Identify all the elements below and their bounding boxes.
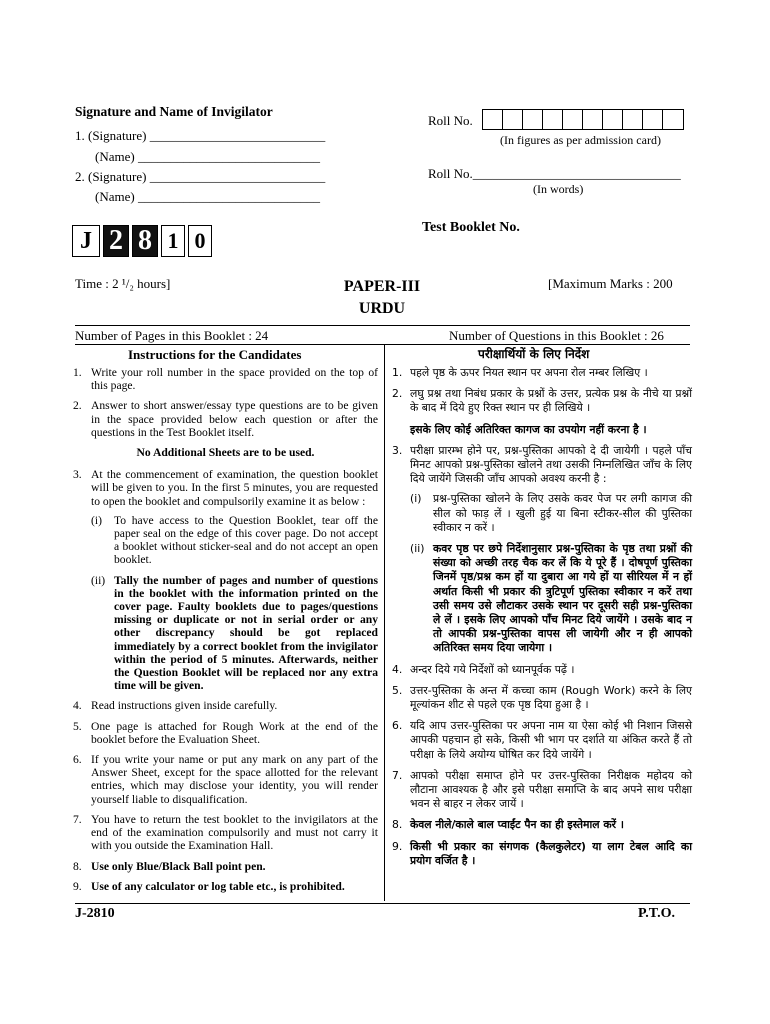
english-item-6: 6. If you write your name or put any mark on any part of the Answer Sheet, except for the space allotted for the relevant entries, which may disclose your identity, you will render yourself liable to disqualification. xyxy=(73,753,378,806)
code-digit-3: 1 xyxy=(161,225,185,257)
invigilator-1-signature: 1. (Signature) ___________________________ xyxy=(75,128,326,143)
maximum-marks: [Maximum Marks : 200 xyxy=(548,276,673,291)
hindi-item-6: 6. यदि आप उत्तर-पुस्तिका पर अपना नाम या ऐसा कोई भी निशान जिससे आपकी पहचान हो सके, किसी भी भाग पर दर्शाते या अंकित करते हैं तो परीक्षा के लिये अयोग्य घोषित कर दिये जायेंगे । xyxy=(392,719,692,761)
footer-pto: P.T.O. xyxy=(638,906,675,921)
roll-number-words-field[interactable]: Roll No.________________________________ xyxy=(428,166,681,181)
english-item-8: 8. Use only Blue/Black Ball point pen. xyxy=(73,859,266,873)
hindi-item-3ii: (ii) कवर पृष्ठ पर छपे निर्देशानुसार प्रश्न-पुस्तिका के पृष्ठ तथा प्रश्नों की संख्या को अच्छी तरह चैक कर लें कि ये पूरे हैं । दोषपूर्ण पुस्तिका जिनमें पृष्ठ/प्रश्न कम हों या दुबारा आ गये हों या सीरियल में न हों अर्थात किसी भी प्रकार की त्रुटिपूर्ण पुस्तिका स्वीकार न करें तथा उसी समय उसे लौटाकर उसके स्थान पर दूसरी सही प्रश्न-पुस्तिका ले लें । इसके लिए आपको पाँच मिनट दिये जायेंगे । उसके बाद न तो आपकी प्रश्न-पुस्तिका वापस ली जायेगी और न ही आपको अतिरिक्त समय दिया जायेगा । xyxy=(410,542,692,655)
english-item-3i: (i) To have access to the Question Booklet, tear off the paper seal on the edge of this cover page. Do not accept a booklet without sticker-seal and do not accept an open booklet. xyxy=(91,513,378,567)
english-item-4: 4. Read instructions given inside carefully. xyxy=(73,699,278,713)
hindi-item-7: 7. आपको परीक्षा समाप्त होने पर उत्तर-पुस्तिका निरीक्षक महोदय को लौटाना आवश्यक है और इसे परीक्षा समाप्ति के बाद अपने साथ परीक्षा भवन से बाहर न लेकर जायें । xyxy=(392,768,692,811)
instructions-heading-english: Instructions for the Candidates xyxy=(128,347,302,362)
test-booklet-number-label: Test Booklet No. xyxy=(422,220,520,235)
code-letter: J xyxy=(72,225,100,257)
english-item-3: 3. At the commencement of examination, the question booklet will be given to you. In the first 5 minutes, you are requested to open the booklet and compulsorily examine it as below : xyxy=(73,468,378,508)
roll-number-label: Roll No. xyxy=(428,113,473,128)
divider-bottom xyxy=(75,903,690,904)
instructions-heading-hindi: परीक्षार्थियों के लिए निर्देश xyxy=(478,347,590,361)
hindi-item-2: 2. लघु प्रश्न तथा निबंध प्रकार के प्रश्नों के उत्तर, प्रत्येक प्रश्न के नीचे या प्रश्नों के बाद में दिये हुए रिक्त स्थान पर ही लिखिये । xyxy=(392,387,692,415)
english-item-2: 2. Answer to short answer/essay type questions are to be given in the space provided below each question or after the questions in the Test Booklet itself. xyxy=(73,399,378,439)
footer-code: J-2810 xyxy=(75,906,115,921)
divider-middle xyxy=(75,344,690,345)
subject-title: URDU xyxy=(358,300,406,317)
booklet-code xyxy=(72,225,215,257)
hindi-item-9: 9. किसी भी प्रकार का संगणक (कैलकुलेटर) या लाग टेबल आदि का प्रयोग वर्जित है । xyxy=(392,839,692,867)
english-item-5: 5. One page is attached for Rough Work at the end of the booklet before the Evaluation Sheet. xyxy=(73,719,378,746)
english-item-7: 7. You have to return the test booklet to the invigilators at the end of the examination compulsorily and must not carry it with you outside the Examination Hall. xyxy=(73,812,378,853)
exam-time: Time : 2 ¹/₂ hours] xyxy=(75,276,171,291)
hindi-no-sheets-note: इसके लिए कोई अतिरिक्त कागज का उपयोग नहीं करना है । xyxy=(410,422,647,436)
english-item-9: 9. Use of any calculator or log table etc., is prohibited. xyxy=(73,879,345,893)
code-digit-1: 2 xyxy=(103,225,129,257)
invigilator-title: Signature and Name of Invigilator xyxy=(75,104,273,119)
english-item-1: 1. Write your roll number in the space provided on the top of this page. xyxy=(73,366,378,393)
english-instructions xyxy=(73,366,378,900)
english-item-3ii: (ii) Tally the number of pages and number of questions in the booklet with the information printed on the cover page. Faulty booklets due to pages/questions missing or duplicate or not in serial order or any other discrepancy should be got replaced immediately by a correct booklet from the invigilator within the period of 5 minutes. Afterwards, neither the Question Booklet will be replaced nor any extra time will be given. xyxy=(91,573,378,693)
hindi-item-3i: (i) प्रश्न-पुस्तिका खोलने के लिए उसके कवर पेज पर लगी कागज की सील को फाड़ लें । खुली हुई या बिना स्टीकर-सील की पुस्तिका स्वीकार न करें । xyxy=(410,492,692,534)
hindi-item-8: 8. केवल नीले/काले बाल प्वाईंट पैन का ही इस्तेमाल करें । xyxy=(392,818,624,832)
roll-figures-note: (In figures as per admission card) xyxy=(500,133,661,147)
hindi-item-3: 3. परीक्षा प्रारम्भ होने पर, प्रश्न-पुस्तिका आपको दे दी जायेगी । पहले पाँच मिनट आपको प्रश्न-पुस्तिका खोलने तथा उसकी निम्नलिखित जाँच के लिए दिये जायेंगे जिसकी जाँच आपको अवश्य करनी है : xyxy=(392,443,692,486)
roll-number-boxes[interactable] xyxy=(482,109,684,130)
code-digit-2: 8 xyxy=(132,225,158,257)
column-divider xyxy=(384,345,385,901)
roll-words-note: (In words) xyxy=(533,182,584,196)
hindi-item-4: 4. अन्दर दिये गये निर्देशों को ध्यानपूर्वक पढ़ें । xyxy=(392,662,575,676)
questions-count: Number of Questions in this Booklet : 26 xyxy=(449,328,664,343)
pages-count: Number of Pages in this Booklet : 24 xyxy=(75,328,269,343)
english-no-sheets-note: No Additional Sheets are to be used. xyxy=(136,446,315,460)
paper-title: PAPER-III xyxy=(343,278,421,295)
hindi-item-1: 1. पहले पृष्ठ के ऊपर नियत स्थान पर अपना रोल नम्बर लिखिए । xyxy=(392,366,648,379)
invigilator-2-name: (Name) ____________________________ xyxy=(95,189,320,204)
hindi-item-5: 5. उत्तर-पुस्तिका के अन्त में कच्चा काम (Rough Work) करने के लिए मूल्यांकन शीट से पहले एक पृष्ठ दिया हुआ है । xyxy=(392,683,692,712)
invigilator-1-name: (Name) ____________________________ xyxy=(95,149,320,164)
hindi-instructions xyxy=(392,366,692,875)
divider-top xyxy=(75,325,690,326)
code-digit-4: 0 xyxy=(188,225,212,257)
invigilator-2-signature: 2. (Signature) ___________________________ xyxy=(75,169,326,184)
